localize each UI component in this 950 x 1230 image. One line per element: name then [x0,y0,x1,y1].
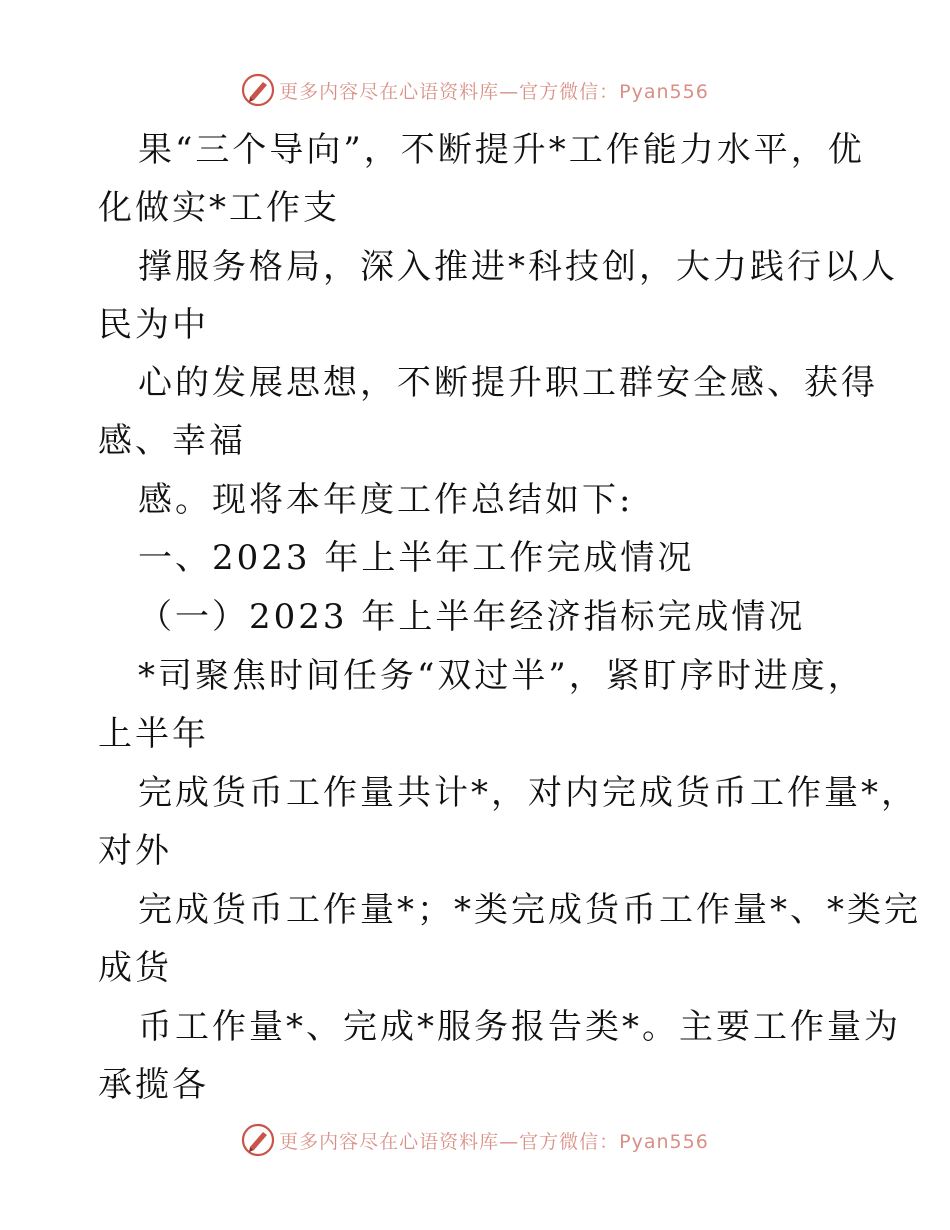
subsection-heading: （一）2023 年上半年经济指标完成情况 [138,597,806,637]
paragraph-line: 感。现将本年度工作总结如下: [138,480,634,520]
watermark-text: 更多内容尽在心语资料库—官方微信：Pyan556 [279,1130,709,1153]
paragraph-line: 民为中 [98,305,209,345]
paragraph-line: 撑服务格局，深入推进*科技创，大力践行以人 [138,247,898,287]
watermark-footer [0,1120,950,1160]
paragraph-line: 化做实*工作支 [98,188,340,228]
paragraph-line: 心的发展思想，不断提升职工群安全感、获得 [138,363,878,403]
paragraph-line: 完成货币工作量共计*，对内完成货币工作量*， [138,773,918,813]
paragraph-line: 上半年 [98,714,209,754]
paragraph-line: 承揽各 [98,1065,209,1105]
paragraph-line: 成货 [98,948,172,988]
paragraph-line: 果“三个导向”，不断提升*工作能力水平，优 [138,130,865,170]
paragraph-line: 感、幸福 [98,421,246,461]
paragraph-line: 对外 [98,831,172,871]
paragraph-line: 完成货币工作量*；*类完成货币工作量*、*类完 [138,890,921,930]
paragraph-line: *司聚焦时间任务“双过半”，紧盯序时进度， [138,656,865,696]
pen-seal-logo-icon [241,1123,275,1157]
watermark-text: 更多内容尽在心语资料库—官方微信：Pyan556 [279,80,709,103]
paragraph-line: 币工作量*、完成*服务报告类*。主要工作量为 [138,1007,901,1047]
section-heading: 一、2023 年上半年工作完成情况 [138,538,695,578]
